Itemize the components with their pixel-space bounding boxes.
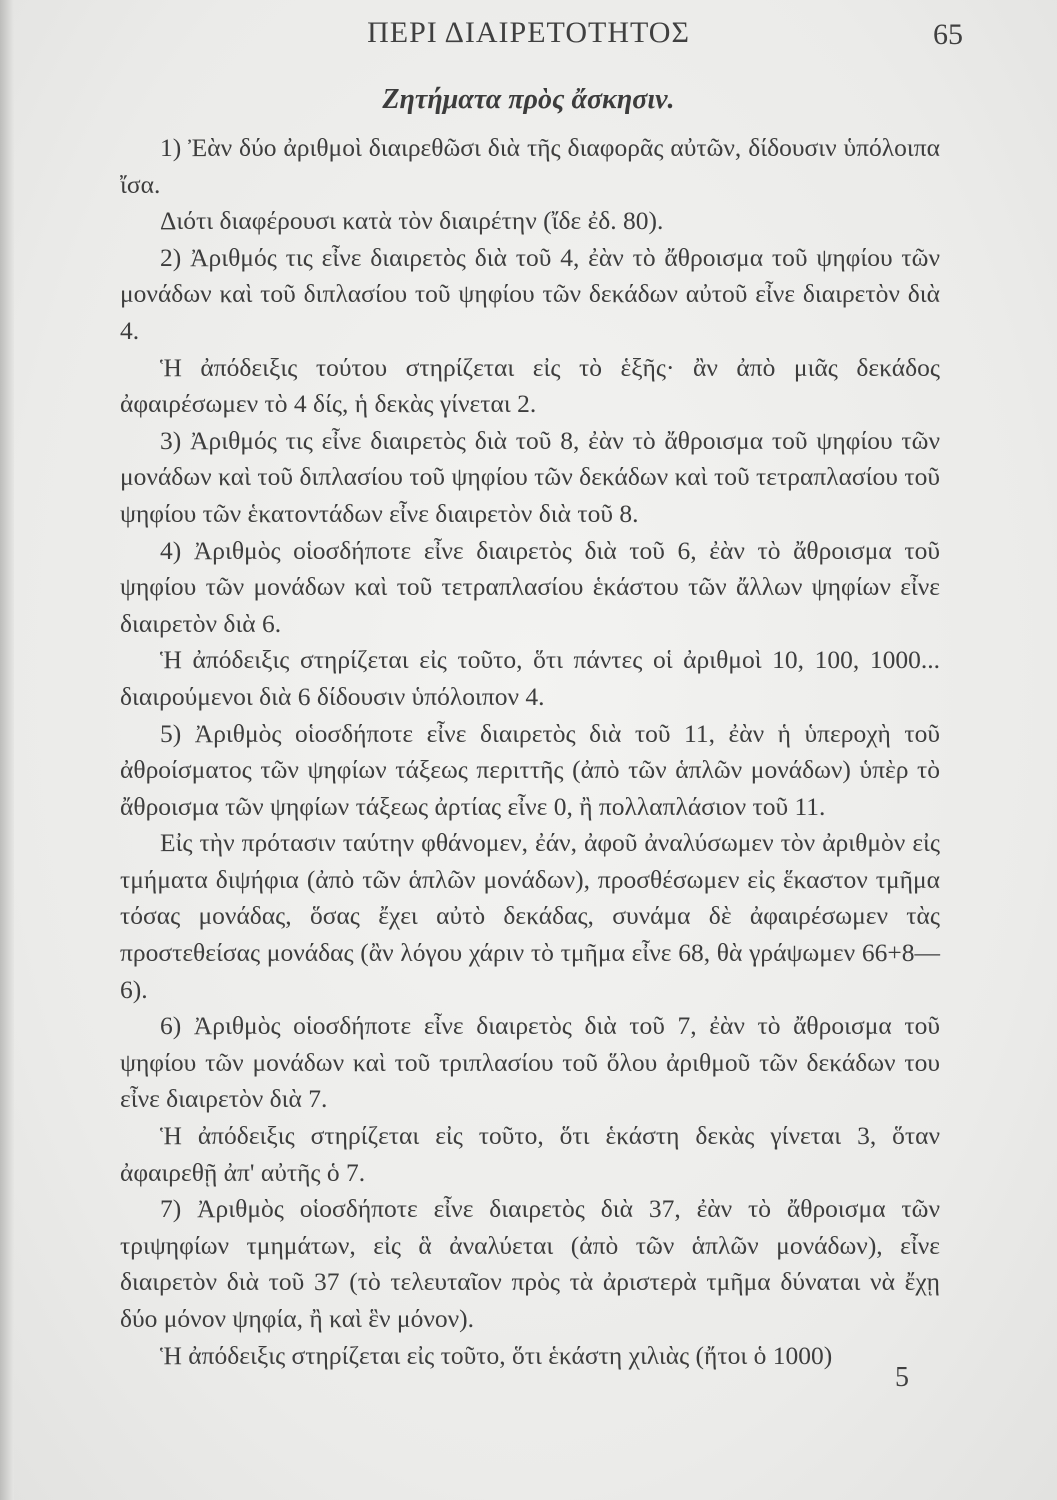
paragraph: Ἡ ἀπόδειξις στηρίζεται εἰς τοῦτο, ὅτι ἑκάστη δεκὰς γίνεται 3, ὅταν ἀφαιρεθῇ ἀπ' αὐτῆς ὁ 7. xyxy=(120,1121,940,1187)
section-title: Ζητήματα πρὸς ἄσκησιν. xyxy=(382,84,675,115)
paragraph: 4) Ἀριθμὸς οἱοσδήποτε εἶνε διαιρετὸς διὰ τοῦ 6, ἐὰν τὸ ἄθροισμα τοῦ ψηφίου τῶν μονάδων καὶ τοῦ τετραπλασίου ἑκάστου τῶν ἄλλων ψηφίων εἶνε διαιρετὸν διὰ 6. xyxy=(120,535,940,638)
paragraph: 6) Ἀριθμὸς οἱοσδήποτε εἶνε διαιρετὸς διὰ τοῦ 7, ἐὰν τὸ ἄθροισμα τοῦ ψηφίου τῶν μονάδων καὶ τοῦ τριπλασίου τοῦ ὅλου ἀριθμοῦ τῶν δεκάδων του εἶνε διαιρετὸν διὰ 7. xyxy=(120,1011,940,1114)
paragraph: Εἰς τὴν πρότασιν ταύτην φθάνομεν, ἐάν, ἀφοῦ ἀναλύσωμεν τὸν ἀριθμὸν εἰς τμήματα διψήφια (ἀπὸ τῶν ἁπλῶν μονάδων), προσθέσωμεν εἰς ἕκαστον τμῆμα τόσας μονάδας, ὅσας ἔχει αὐτὸ δεκάδας, συνάμα δὲ ἀφαιρέσωμεν τὰς προστεθείσας μονάδας (ἂν λόγου χάριν τὸ τμῆμα εἶνε 68, θὰ γράψωμεν 66+8—6). xyxy=(120,828,940,1004)
running-title: ΠΕΡΙ ΔΙΑΙΡΕΤΟΤΗΤΟΣ xyxy=(367,16,690,49)
paragraph: 2) Ἀριθμός τις εἶνε διαιρετὸς διὰ τοῦ 4, ἐὰν τὸ ἄθροισμα τοῦ ψηφίου τῶν μονάδων καὶ τοῦ διπλασίου τοῦ ψηφίου τῶν δεκάδων αὐτοῦ εἶνε διαιρετὸν διὰ 4. xyxy=(120,242,940,345)
paragraph: Διότι διαφέρουσι κατὰ τὸν διαιρέτην (ἴδε ἐδ. 80). xyxy=(160,206,664,236)
paragraph: Ἡ ἀπόδειξις στηρίζεται εἰς τοῦτο, ὅτι πάντες οἱ ἀριθμοὶ 10, 100, 1000... διαιρούμενοι διὰ 6 δίδουσιν ὑπόλοιπον 4. xyxy=(120,645,940,711)
signature-mark: 5 xyxy=(895,1362,909,1393)
paragraph: 7) Ἀριθμὸς οἱοσδήποτε εἶνε διαιρετὸς διὰ 37, ἐὰν τὸ ἄθροισμα τῶν τριψηφίων τμημάτων, εἰς ἃ ἀναλύεται (ἀπὸ τῶν ἁπλῶν μονάδων), εἶνε διαιρετὸν διὰ τοῦ 37 (τὸ τελευταῖον πρὸς τὰ ἀριστερὰ τμῆμα δύναται νὰ ἔχῃ δύο μόνον ψηφία, ἢ καὶ ἓν μόνον). xyxy=(120,1194,940,1333)
body-text xyxy=(120,130,940,1374)
paragraph: Ἡ ἀπόδειξις στηρίζεται εἰς τοῦτο, ὅτι ἑκάστη χιλιὰς (ἤτοι ὁ 1000) xyxy=(160,1340,833,1370)
page-number: 65 xyxy=(933,18,963,51)
paragraph: 3) Ἀριθμός τις εἶνε διαιρετὸς διὰ τοῦ 8, ἐὰν τὸ ἄθροισμα τοῦ ψηφίου τῶν μονάδων καὶ τοῦ διπλασίου τοῦ ψηφίου τῶν δεκάδων καὶ τοῦ τετραπλασίου τοῦ ψηφίου τῶν ἑκατοντάδων εἶνε διαιρετὸν διὰ τοῦ 8. xyxy=(120,425,940,528)
paragraph: Ἡ ἀπόδειξις τούτου στηρίζεται εἰς τὸ ἑξῆς· ἂν ἀπὸ μιᾶς δεκάδος ἀφαιρέσωμεν τὸ 4 δίς, ἡ δεκὰς γίνεται 2. xyxy=(120,352,940,419)
paragraph: 1) Ἐὰν δύο ἀριθμοὶ διαιρεθῶσι διὰ τῆς διαφορᾶς αὐτῶν, δίδουσιν ὑπόλοιπα ἴσα. xyxy=(120,133,940,199)
paragraph: 5) Ἀριθμὸς οἱοσδήποτε εἶνε διαιρετὸς διὰ τοῦ 11, ἐὰν ἡ ὑπεροχὴ τοῦ ἀθροίσματος τῶν ψηφίων τάξεως περιττῆς (ἀπὸ τῶν ἁπλῶν μονάδων) ὑπὲρ τὸ ἄθροισμα τῶν ψηφίων τάξεως ἀρτίας εἶνε 0, ἢ πολλαπλάσιον τοῦ 11. xyxy=(120,718,940,821)
page-spine-shadow xyxy=(0,0,14,1500)
